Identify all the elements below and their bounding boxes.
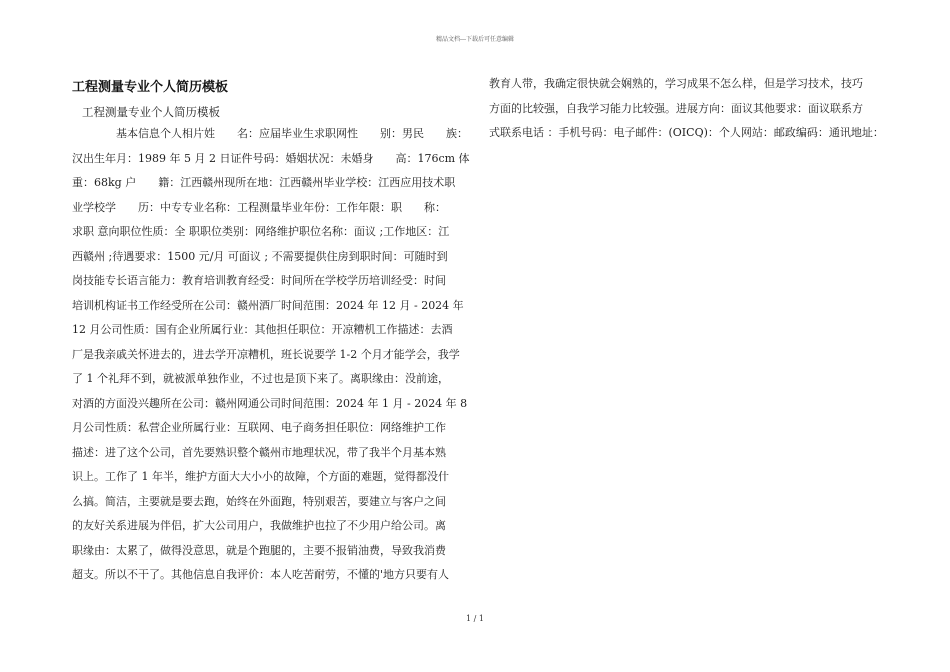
body-line: 方面的比较强，自我学习能力比较强。进展方向：面议其他要求：面议联系方 — [489, 101, 863, 115]
body-line: 厂是我亲戚关怀进去的，进去学开凉糟机，班长说要学 1-2 个月才能学会，我学 — [72, 347, 460, 361]
body-line: 职缘由：太累了，做得没意思，就是个跑腿的，主要不报销油费，导致我消费 — [72, 543, 446, 557]
body-line: 的友好关系进展为伴侣，扩大公司用户，我做维护也拉了不少用户给公司。离 — [72, 519, 446, 532]
body-line: 描述：进了这个公司，首先要熟识整个赣州市地理状况，带了我半个月基本熟 — [72, 445, 446, 459]
body-line: 汉出生年月：1989 年 5 月 2 日证件号码：婚姻状况：未婚身 高：176cm 体 — [72, 151, 470, 165]
body-line: 12 月公司性质：国有企业所属行业：其他担任职位：开凉糟机工作描述：去酒 — [72, 323, 453, 336]
body-line: 岗技能专长语言能力：教育培训教育经受：时间所在学校学历培训经受：时间 — [72, 274, 446, 287]
header-note: 精品文档---下载后可任意编辑 — [435, 36, 515, 43]
body-line: 业学校学 历：中专专业名称：工程测量毕业年份：工作年限：职 称： — [72, 200, 446, 214]
body-line: 求职 意向职位性质：全 职职位类别：网络维护职位名称：面议 ;工作地区：江 — [72, 225, 450, 238]
body-line: 教育人带，我确定很快就会娴熟的，学习成果不怎么样，但是学习技术，技巧 — [489, 77, 863, 90]
body-line: 了 1 个礼拜不到，就被派单独作业，不过也是顶下来了。离职缘由：没前途， — [72, 372, 449, 385]
document-subtitle: 工程测量专业个人简历模板 — [82, 105, 220, 119]
left-column — [72, 122, 472, 588]
body-line: 基本信息个人相片姓 名：应届毕业生求职网性 别：男民 族： — [72, 127, 468, 140]
body-line: 式联系电话 ：手机号码：电子邮件：(OICQ)：个人网站：邮政编码：通讯地址： — [489, 126, 884, 139]
body-line: 培训机构证书工作经受所在公司：赣州酒厂时间范围：2024 年 12 月 - 2024 年 — [72, 298, 464, 312]
document-title: 工程测量专业个人简历模板 — [72, 80, 229, 95]
body-line: 月公司性质：私营企业所属行业：互联网、电子商务担任职位：网络维护工作 — [72, 421, 446, 434]
body-line: 么搞。简洁，主要就是要去跑，始终在外面跑，特别艰苦，要建立与客户之间 — [72, 494, 446, 508]
right-column — [489, 72, 889, 146]
page-number: 1 / 1 — [466, 614, 484, 623]
body-line: 超支。所以不干了。其他信息自我评价：本人吃苦耐劳，不懂的'地方只要有人 — [72, 568, 450, 581]
body-line: 识上。工作了 1 年半，维护方面大大小小的故障，个方面的难题，觉得都没什 — [72, 470, 449, 483]
body-line: 对酒的方面没兴趣所在公司：赣州网通公司时间范围：2024 年 1 月 - 2024 年 8 — [72, 396, 468, 410]
body-line: 重：68kg 户 籍：江西赣州现所在地：江西赣州毕业学校：江西应用技术职 — [72, 176, 456, 189]
body-line: 西赣州 ;待遇要求：1500 元/月 可面议 ; 不需要提供住房到职时间：可随时到 — [72, 249, 448, 263]
